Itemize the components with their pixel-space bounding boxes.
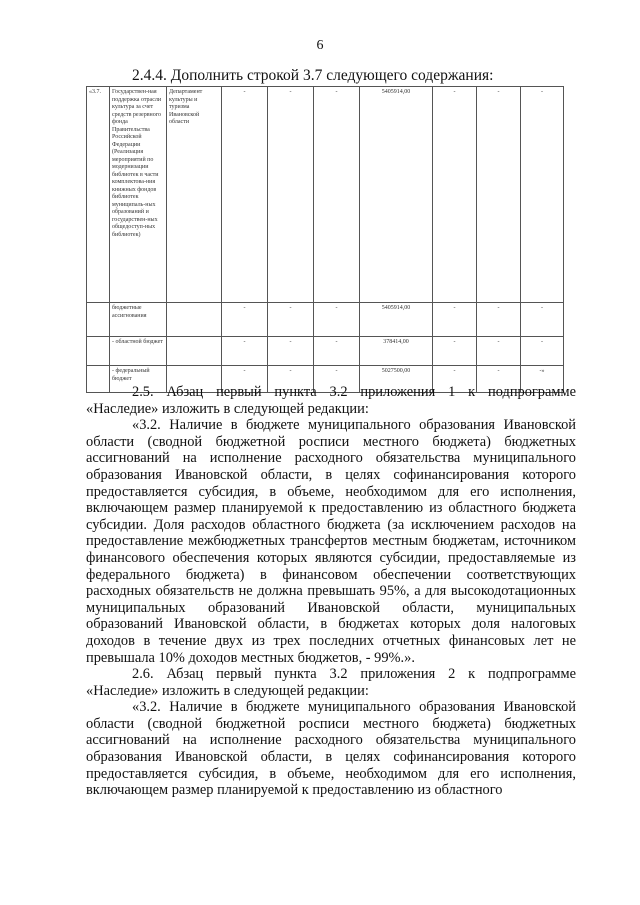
cell-value: - bbox=[222, 337, 268, 366]
cell-value: 5027500,00 bbox=[360, 366, 433, 393]
cell-value: - bbox=[314, 337, 360, 366]
cell-value: - bbox=[521, 337, 564, 366]
cell-value: - bbox=[268, 303, 314, 337]
cell-value: - bbox=[433, 366, 477, 393]
cell-num bbox=[87, 337, 110, 366]
cell-value: - bbox=[268, 337, 314, 366]
cell-value: - bbox=[268, 87, 314, 303]
cell-name: Государствен-ная поддержка отрасли культура за счет средств резервного фонда Правительства Российской Федерации (Реализация мероприятий по модернизации библиотек в части комплектова-ния книжных фондов библиотек муниципаль-ных образований и государствен-ных общедоступ-ных библиотек) bbox=[110, 87, 167, 303]
cell-value: -» bbox=[521, 366, 564, 393]
cell-value: - bbox=[268, 366, 314, 393]
cell-value: - bbox=[433, 303, 477, 337]
cell-name: - областной бюджет bbox=[110, 337, 167, 366]
cell-value: - bbox=[477, 87, 521, 303]
table-row bbox=[87, 303, 564, 337]
cell-value: - bbox=[433, 337, 477, 366]
paragraph: 2.5. Абзац первый пункта 3.2 приложения 1 к подпрограмме «Наследие» изложить в следующей редакции: bbox=[86, 384, 576, 417]
cell-value: - bbox=[222, 303, 268, 337]
cell-value: - bbox=[222, 366, 268, 393]
cell-num: «3.7. bbox=[87, 87, 110, 303]
cell-value: - bbox=[477, 366, 521, 393]
cell-value: - bbox=[521, 303, 564, 337]
cell-value: - bbox=[521, 87, 564, 303]
cell-executor: Департамент культуры и туризма Ивановской области bbox=[167, 87, 222, 303]
cell-value: - bbox=[314, 87, 360, 303]
cell-name: бюджетные ассигнования bbox=[110, 303, 167, 337]
budget-table bbox=[86, 86, 564, 393]
section-heading: 2.4.4. Дополнить строкой 3.7 следующего содержания: bbox=[132, 67, 494, 84]
body-text bbox=[86, 384, 576, 799]
cell-value: 5405914,00 bbox=[360, 87, 433, 303]
cell-value: - bbox=[433, 87, 477, 303]
cell-num bbox=[87, 303, 110, 337]
cell-executor bbox=[167, 303, 222, 337]
cell-value: - bbox=[314, 366, 360, 393]
table-row bbox=[87, 337, 564, 366]
page-number: 6 bbox=[316, 38, 324, 53]
cell-value: 378414,00 bbox=[360, 337, 433, 366]
cell-value: - bbox=[314, 303, 360, 337]
table-row bbox=[87, 87, 564, 303]
cell-value: - bbox=[222, 87, 268, 303]
cell-value: - bbox=[477, 303, 521, 337]
cell-value: 5405914,00 bbox=[360, 303, 433, 337]
cell-executor bbox=[167, 337, 222, 366]
paragraph: 2.6. Абзац первый пункта 3.2 приложения 2 к подпрограмме «Наследие» изложить в следующей редакции: bbox=[86, 666, 576, 699]
paragraph: «3.2. Наличие в бюджете муниципального образования Ивановской области (сводной бюджетной росписи местного бюджета) бюджетных ассигнований на исполнение расходного обязательства муниципального образования Ивановской области, в целях софинансирования которого предоставляется субсидия, в объеме, необходимом для его исполнения, включающем размер планируемой к предоставлению из областного bbox=[86, 699, 576, 799]
paragraph: «3.2. Наличие в бюджете муниципального образования Ивановской области (сводной бюджетной росписи местного бюджета) бюджетных ассигнований на исполнение расходного обязательства муниципального образования Ивановской области, в целях софинансирования которого предоставляется субсидия, в объеме, необходимом для его исполнения, включающем размер планируемой к предоставлению из областного бюджета субсидии. Доля расходов областного бюджета (за исключением расходов на предоставление межбюджетных трансфертов местным бюджетам, источником финансового обеспечения которых являются субсидии, предоставляемые из федерального бюджета) в финансовом обеспечении соответствующих расходных обязательств не должна превышать 95%, а для высокодотационных муниципальных образований Ивановской области, муниципальных образований Ивановской области, в бюджетах которых доля налоговых доходов в течение двух из трех последних отчетных финансовых лет не превышала 10% доходов местных бюджетов, - 99%.». bbox=[86, 417, 576, 666]
cell-value: - bbox=[477, 337, 521, 366]
cell-name: - федеральный бюджет bbox=[110, 366, 167, 393]
